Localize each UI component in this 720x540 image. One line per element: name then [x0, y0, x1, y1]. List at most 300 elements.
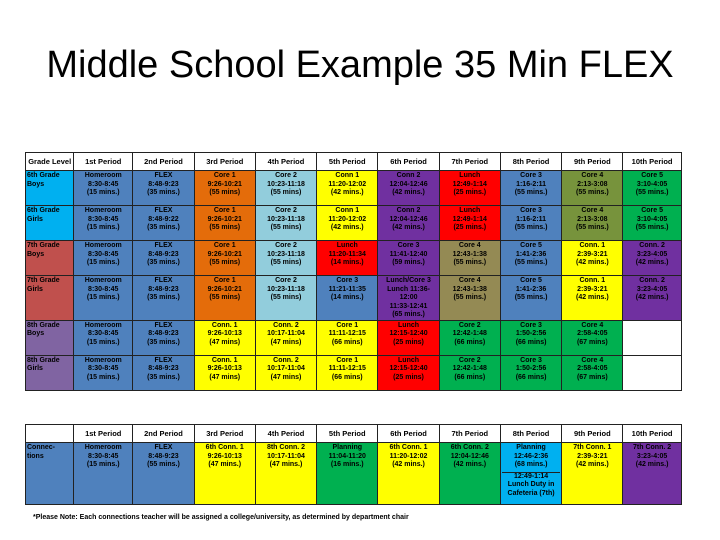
column-header: 5th Period: [317, 425, 378, 443]
cell-text: Core 3: [520, 207, 542, 214]
cell-text: (35 mins.): [147, 224, 180, 231]
cell-text: (55 mins): [209, 259, 241, 266]
cell-text: 12:00: [399, 294, 418, 301]
cell-text: (68 mins.): [514, 461, 548, 468]
schedule-cell: [255, 171, 317, 206]
cell-text: (47 mins.): [269, 461, 303, 468]
cell-text: 7th Grade: [27, 242, 60, 249]
column-header: 1st Period: [74, 153, 133, 171]
cell-text: FLEX: [154, 207, 173, 214]
schedule-cell: [623, 171, 682, 206]
cell-text: Cafeteria (7th): [507, 489, 555, 497]
cell-text: Homeroom: [84, 207, 122, 214]
schedule-cell: [74, 355, 133, 390]
column-header: 4th Period: [255, 153, 317, 171]
cell-text: 3:10-4:05: [636, 215, 668, 223]
cell-text: (15 mins.): [86, 373, 120, 381]
cell-text: FLEX: [154, 321, 173, 329]
cell-text: Core 2: [275, 242, 297, 249]
cell-text: 9:26-10:21: [207, 285, 242, 293]
cell-text: 8:30-8:45: [88, 215, 119, 223]
schedule-cell: [562, 443, 623, 505]
cell-text: Conn. 2: [273, 321, 299, 329]
cell-text: Core 4: [581, 321, 604, 329]
lunch-duty-note: [502, 472, 561, 499]
cell-text: (55 mins): [270, 189, 302, 196]
cell-text: 7th Conn. 1: [573, 444, 612, 451]
cell-text: Homeroom: [84, 356, 122, 364]
cell-text: 11:11-12:15: [328, 330, 366, 337]
schedule-cell: [133, 355, 195, 390]
cell-text: 8:30-8:45: [88, 452, 119, 460]
cell-text: (25 mins): [393, 373, 424, 381]
schedule-cell: [562, 206, 623, 241]
cell-text: (15 mins.): [86, 189, 120, 196]
cell-text: (47 mins.): [208, 461, 242, 468]
cell-text: (55 mins): [270, 259, 302, 266]
cell-text: 11:21-11:35: [328, 285, 366, 293]
schedule-cell: [439, 355, 500, 390]
cell-text: 9:26-10:13: [207, 452, 242, 460]
cell-text: (15 mins.): [86, 224, 120, 231]
header-row: [26, 153, 682, 171]
cell-text: (16 mins.): [330, 461, 364, 468]
cell-text: 11:20-12:02: [328, 180, 367, 188]
schedule-cell: [194, 320, 255, 355]
column-header: 8th Period: [500, 153, 562, 171]
cell-text: FLEX: [154, 444, 173, 451]
cell-text: 11:41-12:40: [389, 250, 428, 258]
cell-text: Core 3: [336, 277, 359, 284]
cell-text: 8:30-8:45: [88, 250, 119, 258]
cell-text: (47 mins): [209, 373, 241, 381]
page-title: Middle School Example 35 Min FLEX: [46, 44, 674, 86]
cell-text: Homeroom: [84, 444, 122, 451]
schedule-cell: [439, 171, 500, 206]
cell-text: 6th Conn. 1: [389, 444, 428, 451]
table-row: [26, 355, 682, 390]
cell-text: Conn. 1: [211, 356, 238, 364]
cell-text: 9:26-10:21: [207, 180, 242, 188]
schedule-cell: [623, 206, 682, 241]
cell-text: (66 mins): [454, 338, 486, 346]
schedule-cell: [317, 206, 378, 241]
cell-text: (67 mins): [576, 373, 608, 381]
cell-text: Core 5: [641, 207, 663, 214]
schedule-cell: [255, 443, 317, 505]
schedule-cell: [378, 320, 440, 355]
cell-text: 9:26-10:13: [207, 365, 242, 372]
column-header: 8th Period: [500, 425, 562, 443]
connections-label: [26, 443, 74, 505]
cell-text: 12:46-2:36: [513, 452, 549, 460]
cell-text: Girls: [27, 215, 43, 223]
cell-text: Lunch: [398, 321, 420, 329]
cell-text: Homeroom: [84, 321, 122, 329]
cell-text: Boys: [27, 250, 45, 258]
cell-text: 1:41-2:36: [515, 250, 547, 258]
cell-text: (66 mins): [331, 338, 363, 346]
cell-text: (42 mins.): [575, 294, 609, 301]
cell-text: 8:48-9:23: [148, 365, 179, 372]
cell-text: (42 mins.): [392, 224, 425, 231]
cell-text: Core 3: [520, 172, 542, 179]
schedule-cell: [317, 241, 378, 276]
cell-text: 10:23-11:18: [267, 215, 305, 223]
column-header: 10th Period: [623, 425, 682, 443]
cell-text: Core 1: [336, 356, 359, 364]
cell-text: 2:58-4:05: [577, 365, 608, 372]
cell-text: (25 mins.): [453, 189, 487, 196]
schedule-cell: [133, 241, 195, 276]
table-row: [26, 276, 682, 321]
cell-text: 1:50-2:56: [515, 330, 547, 337]
schedule-cell: [500, 443, 562, 505]
cell-text: Girls: [27, 365, 43, 372]
schedule-cell: [562, 355, 623, 390]
column-header: 9th Period: [562, 153, 623, 171]
cell-text: 9:26-10:13: [207, 330, 242, 337]
cell-text: (42 mins.): [392, 189, 425, 196]
cell-text: Boys: [27, 180, 45, 188]
schedule-cell: [194, 443, 255, 505]
cell-text: 12:04-12:46: [389, 180, 428, 188]
cell-text: FLEX: [154, 242, 173, 249]
cell-text: (42 mins.): [453, 461, 487, 468]
schedule-cell: [378, 276, 440, 321]
cell-text: (15 mins.): [86, 338, 120, 346]
cell-text: 11:04-11:20: [328, 452, 366, 460]
cell-text: (42 mins.): [392, 461, 425, 468]
cell-text: (55 mins.): [514, 224, 548, 231]
cell-text: Core 1: [213, 277, 236, 284]
table-row: [26, 320, 682, 355]
cell-text: Homeroom: [84, 277, 122, 284]
cell-text: Core 5: [520, 242, 542, 249]
cell-text: Core 1: [213, 172, 236, 179]
cell-text: Connec-: [27, 444, 55, 451]
cell-text: 12:49-1:14: [452, 215, 487, 223]
cell-text: Conn. 2: [639, 242, 665, 249]
cell-text: Lunch: [398, 356, 420, 364]
cell-text: 2:39-3:21: [577, 452, 608, 460]
schedule-cell: [439, 241, 500, 276]
cell-text: Core 3: [397, 242, 420, 249]
cell-text: 8:48-9:22: [148, 215, 179, 223]
column-header: 5th Period: [317, 153, 378, 171]
cell-text: 2:39-3:21: [577, 250, 608, 258]
schedule-cell: [317, 443, 378, 505]
cell-text: 3:23-4:05: [636, 452, 668, 460]
cell-text: (35 mins.): [147, 373, 180, 381]
schedule-cell: [194, 355, 255, 390]
schedule-cell: [255, 320, 317, 355]
cell-text: Conn 1: [335, 172, 360, 179]
cell-text: (42 mins.): [635, 259, 669, 266]
schedule-cell: [74, 276, 133, 321]
cell-text: 9:26-10:21: [207, 215, 242, 223]
cell-text: 8:30-8:45: [88, 180, 119, 188]
cell-text: (25 mins.): [453, 224, 487, 231]
cell-text: Core 4: [458, 277, 481, 284]
schedule-cell: [500, 276, 562, 321]
cell-text: 12:43-1:38: [452, 285, 487, 293]
cell-text: (42 mins.): [330, 224, 364, 231]
cell-text: (47 mins): [270, 338, 302, 346]
cell-text: (55 mins.): [514, 294, 548, 301]
cell-text: (55 mins): [270, 294, 302, 301]
schedule-cell: [74, 206, 133, 241]
cell-text: Conn. 1: [579, 242, 606, 249]
connections-table: [25, 424, 682, 505]
cell-text: 12:42-1:48: [452, 365, 487, 372]
cell-text: Core 4: [581, 207, 604, 214]
column-header: 3rd Period: [194, 425, 255, 443]
schedule-cell: [133, 206, 195, 241]
cell-text: (42 mins.): [330, 189, 364, 196]
cell-text: 8:48-9:23: [148, 180, 179, 188]
cell-text: Core 1: [213, 242, 236, 249]
schedule-cell: [562, 241, 623, 276]
cell-text: 8:30-8:45: [88, 330, 119, 337]
cell-text: Lunch: [336, 242, 358, 249]
schedule-cell: [133, 276, 195, 321]
cell-text: Core 2: [275, 172, 297, 179]
cell-text: (55 mins.): [575, 224, 609, 231]
cell-text: 12:49-1:14: [452, 180, 487, 188]
cell-text: 8:30-8:45: [88, 285, 119, 293]
cell-text: 11:20-12:02: [328, 215, 367, 223]
cell-text: (25 mins): [393, 338, 424, 346]
cell-text: 3:10-4:05: [636, 180, 668, 188]
schedule-cell: [255, 241, 317, 276]
cell-text: 8:48-9:23: [148, 330, 179, 337]
cell-text: (66 mins): [515, 338, 547, 346]
schedule-cell: [378, 443, 440, 505]
cell-text: (35 mins.): [147, 189, 180, 196]
schedule-cell: [500, 206, 562, 241]
schedule-cell: [623, 320, 682, 355]
grade-label: [26, 241, 74, 276]
cell-text: FLEX: [154, 172, 173, 179]
schedule-cell: [133, 443, 195, 505]
cell-text: 8:30-8:45: [88, 365, 119, 372]
cell-text: Core 2: [458, 356, 481, 364]
schedule-cell: [194, 206, 255, 241]
cell-text: Conn 2: [396, 207, 421, 214]
cell-text: Planning: [516, 444, 546, 451]
schedule-cell: [317, 171, 378, 206]
cell-text: 2:39-3:21: [577, 285, 608, 293]
cell-text: 10:23-11:18: [267, 250, 305, 258]
cell-text: (55 mins): [209, 224, 241, 231]
cell-text: 10:23-11:18: [267, 180, 305, 188]
cell-text: Planning: [332, 444, 363, 451]
cell-text: (14 mins.): [330, 294, 364, 301]
schedule-cell: [439, 320, 500, 355]
cell-text: Conn. 2: [273, 356, 299, 364]
cell-text: Homeroom: [84, 242, 122, 249]
column-header: 10th Period: [623, 153, 682, 171]
cell-text: (42 mins.): [575, 259, 609, 266]
schedule-cell: [562, 276, 623, 321]
table-row: [26, 206, 682, 241]
cell-text: 11:20-12:02: [389, 452, 428, 460]
cell-text: (55 mins.): [635, 189, 669, 196]
cell-text: (66 mins): [331, 373, 363, 381]
schedule-cell: [317, 320, 378, 355]
cell-text: Lunch 11:36-: [387, 285, 430, 293]
cell-text: (55 mins): [209, 294, 241, 301]
cell-text: (59 mins.): [392, 259, 425, 266]
cell-text: (42 mins.): [575, 461, 609, 468]
cell-text: 12:04-12:46: [450, 452, 489, 460]
cell-text: Conn. 2: [639, 277, 665, 284]
schedule-cell: [500, 320, 562, 355]
schedule-cell: [623, 276, 682, 321]
schedule-cell: [255, 276, 317, 321]
cell-text: Lunch/Core 3: [386, 277, 431, 284]
cell-text: 6th Conn. 2: [450, 444, 489, 451]
grade-label: [26, 276, 74, 321]
cell-text: 1:50-2:56: [515, 365, 547, 372]
cell-text: (42 mins.): [635, 294, 669, 301]
cell-text: (55 mins.): [147, 461, 180, 468]
grade-label: [26, 171, 74, 206]
column-header: 3rd Period: [194, 153, 255, 171]
cell-text: Girls: [27, 285, 43, 293]
schedule-cell: [439, 276, 500, 321]
cell-text: Core 2: [275, 207, 297, 214]
cell-text: (67 mins): [576, 338, 608, 346]
cell-text: (55 mins.): [575, 189, 609, 196]
cell-text: 7th Grade: [27, 277, 60, 284]
cell-text: (55 mins.): [635, 224, 669, 231]
schedule-cell: [255, 355, 317, 390]
cell-text: (47 mins): [209, 338, 241, 346]
cell-text: 12:04-12:46: [389, 215, 428, 223]
schedule-cell: [133, 171, 195, 206]
column-header: 7th Period: [439, 153, 500, 171]
schedule-cell: [439, 443, 500, 505]
cell-text: Lunch: [459, 207, 481, 214]
cell-text: (15 mins.): [86, 461, 120, 468]
cell-text: tions: [27, 452, 44, 460]
schedule-cell: [562, 320, 623, 355]
schedule-cell: [74, 443, 133, 505]
schedule-cell: [74, 320, 133, 355]
cell-text: 10:17-11:04: [267, 330, 305, 337]
cell-text: 8:48-9:23: [148, 452, 179, 460]
cell-text: 6th Grade: [27, 172, 60, 179]
cell-text: Core 4: [581, 172, 604, 179]
schedule-cell: [194, 171, 255, 206]
cell-text: 12:43-1:38: [452, 250, 487, 258]
cell-text: Lunch Duty in: [507, 481, 555, 488]
schedule-cell: [194, 276, 255, 321]
schedule-cell: [133, 320, 195, 355]
cell-text: (55 mins.): [514, 259, 548, 266]
column-header: 7th Period: [439, 425, 500, 443]
schedule-cell: [194, 241, 255, 276]
footnote: *Please Note: Each connections teacher will be assigned a college/university, as determined by department chair: [33, 514, 409, 521]
cell-text: (15 mins.): [86, 294, 120, 301]
cell-text: (35 mins.): [147, 338, 180, 346]
column-header: Grade Level: [26, 153, 74, 171]
cell-text: 3:23-4:05: [636, 285, 668, 293]
schedule-cell: [74, 241, 133, 276]
column-header: 2nd Period: [133, 425, 195, 443]
cell-text: 8th Grade: [27, 321, 60, 329]
cell-text: 10:23-11:18: [267, 285, 305, 293]
cell-text: 11:20-11:34: [328, 250, 366, 258]
schedule-cell: [378, 171, 440, 206]
schedule-cell: [74, 171, 133, 206]
cell-text: FLEX: [154, 356, 173, 364]
cell-text: Core 2: [458, 321, 481, 329]
cell-text: Conn 1: [335, 207, 360, 214]
cell-text: (35 mins.): [147, 294, 180, 301]
schedule-cell: [500, 355, 562, 390]
cell-text: 12:15-12:40: [389, 365, 428, 372]
cell-text: 11:33-12:41: [389, 302, 428, 310]
cell-text: Core 1: [213, 207, 236, 214]
cell-text: (55 mins.): [453, 259, 487, 266]
cell-text: Core 1: [336, 321, 359, 329]
cell-text: 12:42-1:48: [452, 330, 487, 337]
cell-text: Conn. 1: [579, 277, 606, 284]
cell-text: (55 mins.): [453, 294, 487, 301]
table-row: [26, 241, 682, 276]
cell-text: 2:13-3:08: [577, 180, 608, 188]
cell-text: 6th Conn. 1: [205, 444, 244, 451]
schedule-cell: [500, 241, 562, 276]
cell-text: Conn 2: [396, 172, 421, 179]
cell-text: 8th Conn. 2: [266, 444, 306, 451]
header-row: [26, 425, 682, 443]
column-header: 6th Period: [378, 153, 440, 171]
cell-text: 2:13-3:08: [577, 215, 608, 223]
cell-text: 10:17-11:04: [267, 452, 305, 460]
cell-text: Core 5: [520, 277, 542, 284]
schedule-cell: [378, 355, 440, 390]
cell-text: Core 2: [275, 277, 297, 284]
table-row: [26, 171, 682, 206]
cell-text: Boys: [27, 330, 45, 337]
cell-text: Homeroom: [84, 172, 122, 179]
cell-text: Core 4: [458, 242, 481, 249]
cell-text: (65 mins.): [392, 311, 425, 318]
cell-text: (66 mins): [515, 373, 547, 381]
cell-text: Core 3: [520, 321, 542, 329]
schedule-cell: [378, 241, 440, 276]
cell-text: (15 mins.): [86, 259, 120, 266]
column-header: 2nd Period: [133, 153, 195, 171]
cell-text: (47 mins): [270, 373, 302, 381]
cell-text: (55 mins): [209, 189, 241, 196]
cell-text: 8th Grade: [27, 356, 60, 364]
cell-text: FLEX: [154, 277, 173, 284]
schedule-cell: [500, 171, 562, 206]
cell-text: 11:11-12:15: [328, 365, 366, 372]
cell-text: 6th Grade: [27, 207, 60, 214]
cell-text: 3:23-4:05: [636, 250, 668, 258]
cell-text: 12:15-12:40: [389, 330, 428, 337]
cell-text: Conn. 1: [211, 321, 238, 329]
cell-text: 1:16-2:11: [516, 215, 547, 223]
table-row: [26, 443, 682, 505]
cell-text: Core 3: [520, 356, 542, 364]
